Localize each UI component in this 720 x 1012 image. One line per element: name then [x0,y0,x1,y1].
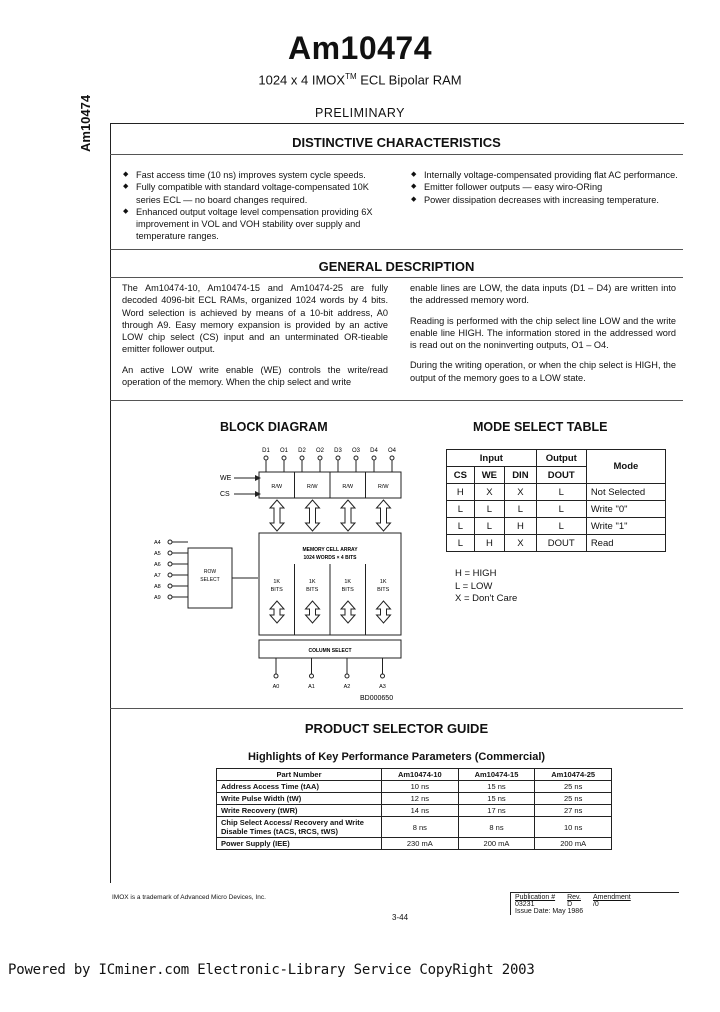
product-selector-heading: PRODUCT SELECTOR GUIDE [304,721,489,736]
general-right-column [410,282,676,392]
we-label: WE [220,475,232,482]
table-cell: H [474,535,504,552]
data-pins [262,448,396,472]
table-cell: 15 ns [458,781,535,793]
col-pin [310,674,314,678]
table-row [447,518,666,535]
bus-arrow [306,601,320,623]
column-header: Am10474-15 [458,769,535,781]
feature-item: ◆ Fully compatible with standard voltage-compensated 10K series ECL — no board changes required. [122,181,388,206]
bit-cells [271,564,390,635]
table-cell: 200 mA [458,838,535,850]
page-number: 3-44 [392,913,409,922]
row-pin-label: A9 [154,595,161,601]
column-header: DIN [505,467,537,484]
row-pin-label: A7 [154,573,161,579]
table-cell: 10 ns [535,817,612,838]
col-pin-label: A3 [379,684,386,690]
bit-label: BITS [377,587,390,593]
bus-arrow [341,601,355,623]
table-cell: Power Supply (IEE) [217,838,382,850]
mode-legend [455,568,517,606]
distinctive-left-column [122,169,388,243]
table-row [217,781,612,793]
row-pin [168,540,172,544]
divider [110,400,683,401]
table-cell: L [536,518,586,535]
column-select-label: COLUMN SELECT [308,648,352,654]
table-cell: 15 ns [458,793,535,805]
bit-label: BITS [306,587,319,593]
bit-label: 1K [344,579,352,585]
publication-frame [510,892,679,915]
issue-date: Issue Date: May 1986 [515,908,584,915]
row-pin [168,584,172,588]
col-pin [345,674,349,678]
bit-label: BITS [270,587,283,593]
bus-arrow [377,601,391,623]
data-pin-label: D3 [334,448,342,454]
table-row [217,805,612,817]
row-pin-label: A4 [154,540,161,546]
feature-item: ◆ Enhanced output voltage level compensation providing 6X improvement in VOL and VOH stability over supply and temperature ranges. [122,206,388,243]
table-cell: L [536,501,586,518]
general-paragraph: Reading is performed with the chip select line LOW and the write enable line HIGH. The information stored in the addressed word is read out on the noninverting outputs, O1 – O4. [410,315,676,351]
data-pin [390,456,394,460]
data-pin [300,456,304,460]
column-header: Am10474-25 [535,769,612,781]
table-cell: 25 ns [535,781,612,793]
table-cell: Write Recovery (tWR) [217,805,382,817]
data-pin-label: O4 [387,448,397,454]
pub-label: Rev. [567,894,581,901]
table-cell: L [447,501,475,518]
table-row [447,501,666,518]
subtitle-text: 1024 x 4 IMOX [258,72,346,88]
feature-item: ◆ Internally voltage-compensated providing flat AC performance. [410,169,678,181]
preliminary-label: PRELIMINARY [314,106,405,120]
table-cell: Address Access Time (tAA) [217,781,382,793]
group-header: Output [536,450,586,467]
table-cell: X [474,484,504,501]
document-title: Am10474 [287,30,433,66]
bit-label: 1K [273,579,281,585]
table-row [217,817,612,838]
array-label: MEMORY CELL ARRAY [302,547,358,553]
rw-label: R/W [271,484,283,490]
rw-label: R/W [377,484,389,490]
bus-arrow [270,601,284,623]
side-part-label: Am10474 [78,94,93,152]
row-select-label: SELECT [200,577,220,583]
table-cell: L [474,518,504,535]
pub-value: /0 [592,901,599,908]
table-cell: Not Selected [586,484,665,501]
divider [110,277,683,278]
table-cell: 10 ns [382,781,459,793]
distinctive-right-column [410,169,678,206]
pub-value: D [567,901,573,908]
table-cell: Chip Select Access/ Recovery and Write Disable Times (tACS, tRCS, tWS) [217,817,382,838]
data-pin [282,456,286,460]
pub-label: Amendment [592,894,631,901]
table-cell: Write "0" [586,501,665,518]
general-left-column [122,282,388,396]
pub-label: Publication # [515,894,556,901]
column-header: CS [447,467,475,484]
row-pin [168,551,172,555]
column-header: Mode [586,450,665,484]
table-cell: 17 ns [458,805,535,817]
table-row [447,535,666,552]
row-pin [168,562,172,566]
row-pin [168,595,172,599]
col-pin-label: A1 [308,684,315,690]
table-cell: 200 mA [535,838,612,850]
divider [110,154,683,155]
column-header: Am10474-10 [382,769,459,781]
column-pins [273,658,386,690]
table-cell: H [505,518,537,535]
general-paragraph: enable lines are LOW, the data inputs (D1 – D4) are written into the addressed memory word. [410,283,676,306]
table-cell: 12 ns [382,793,459,805]
bus-arrow [270,500,284,531]
bit-label: 1K [308,579,316,585]
subtitle-text-end: ECL Bipolar RAM [356,72,462,88]
bit-label: 1K [379,579,387,585]
general-paragraph: During the writing operation, or when the chip select is HIGH, the output of the memory goes to a LOW state. [410,360,676,383]
data-pin [318,456,322,460]
feature-item: ◆ Power dissipation decreases with increasing temperature. [410,194,678,206]
legend-item: L = LOW [455,580,493,592]
mode-select-table [446,449,666,552]
table-row [447,484,666,501]
row-pin-label: A8 [154,584,161,590]
data-pin-label: O3 [351,448,361,454]
row-select-label: ROW [203,569,217,575]
product-selector-subheading: Highlights of Key Performance Parameters (Commercial) [247,751,546,763]
data-pin [336,456,340,460]
general-paragraph: An active LOW write enable (WE) controls the write/read operation of the memory. When the chip select and write [122,364,388,388]
row-pin [168,573,172,577]
column-header: DOUT [536,467,586,484]
table-cell: 230 mA [382,838,459,850]
array-label: 1024 WORDS × 4 BITS [303,555,357,561]
data-pin-label: O2 [315,448,325,454]
general-paragraph: The Am10474-10, Am10474-15 and Am10474-25 are fully decoded 4096-bit ECL RAMs, organized 1024 words by 4 bits. Word selection is achieved by means of a 10-bit address, A0 through A9. Easy memory expansion is provided by an active LOW chip select (CS) input and an unterminated OR-tieable emitter follower output. [122,283,388,355]
col-pin [381,674,385,678]
table-cell: L [505,501,537,518]
document-subtitle [0,72,720,87]
table-cell: 8 ns [382,817,459,838]
data-pin-label: O1 [279,448,289,454]
powered-by-footer: Powered by ICminer.com Electronic-Library Service CopyRight 2003 [8,962,535,978]
data-pin [372,456,376,460]
rw-label: R/W [306,484,318,490]
feature-item: ◆ Emitter follower outputs — easy wiro-ORing [410,181,678,193]
data-pin-label: D4 [370,448,378,454]
table-cell: H [447,484,475,501]
data-pin [354,456,358,460]
publication-info [510,892,679,915]
rw-cells [271,472,389,498]
table-cell: L [474,501,504,518]
mode-table-heading: MODE SELECT TABLE [473,420,608,434]
row-pin-label: A6 [154,562,161,568]
table-cell: 25 ns [535,793,612,805]
data-pin [264,456,268,460]
row-pins [154,540,188,601]
general-heading: GENERAL DESCRIPTION [318,259,475,274]
distinctive-heading: DISTINCTIVE CHARACTERISTICS [292,135,501,150]
table-row [217,793,612,805]
col-pin-label: A2 [343,684,351,690]
table-cell: Write "1" [586,518,665,535]
table-cell: Write Pulse Width (tW) [217,793,382,805]
pub-value: 03231 [515,901,535,908]
legend-item: X = Don't Care [455,593,518,604]
bus-arrow [306,500,320,531]
table-cell: DOUT [536,535,586,552]
block-diagram [140,438,430,708]
legend-item: H = HIGH [455,568,497,579]
table-cell: X [505,484,537,501]
row-pin-label: A5 [154,551,161,557]
rw-label: R/W [342,484,354,490]
divider [110,249,683,250]
table-cell: 14 ns [382,805,459,817]
table-cell: 27 ns [535,805,612,817]
col-pin [274,674,278,678]
col-pin-label: A0 [272,684,280,690]
bit-label: BITS [341,587,354,593]
table-cell: L [447,535,475,552]
table-cell: L [536,484,586,501]
divider [110,708,683,709]
table-cell: 8 ns [458,817,535,838]
data-pin-label: D1 [262,448,270,454]
trademark-mark: TM [345,72,357,81]
cs-label: CS [220,491,230,498]
figure-id: BD000650 [360,695,394,702]
column-header: WE [474,467,504,484]
table-row [217,838,612,850]
bus-arrow [377,500,391,531]
table-cell: Read [586,535,665,552]
block-diagram-heading: BLOCK DIAGRAM [220,420,328,434]
table-cell: X [505,535,537,552]
trademark-note: IMOX is a trademark of Advanced Micro Devices, Inc. [112,894,266,901]
table-cell: L [447,518,475,535]
feature-item: ◆ Fast access time (10 ns) improves system cycle speeds. [122,169,388,181]
data-pin-label: D2 [298,448,306,454]
group-header: Input [447,450,537,467]
bus-arrow [341,500,355,531]
product-selector-table [216,768,612,850]
column-header: Part Number [217,769,382,781]
